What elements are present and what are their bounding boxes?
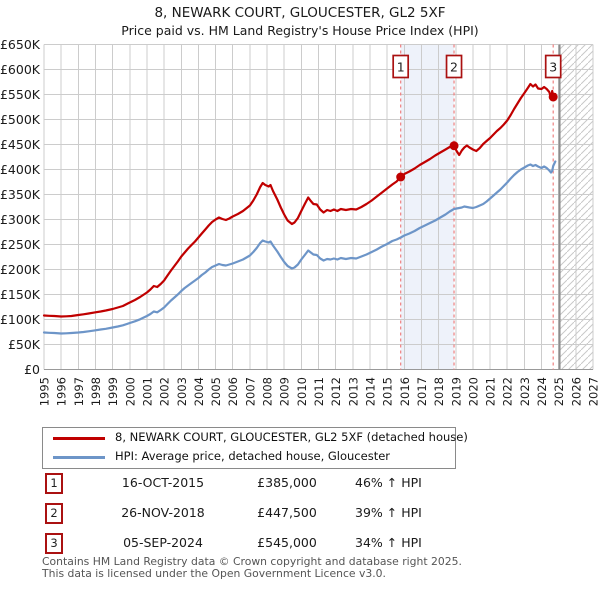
y-axis-tick-label: £0 — [24, 362, 40, 377]
table-row — [42, 528, 562, 558]
x-axis-tick-label: 1996 — [54, 377, 69, 407]
x-axis-tick-label: 2022 — [500, 377, 515, 407]
x-axis-tick-label: 1999 — [106, 377, 121, 407]
x-axis-tick-label: 2014 — [363, 377, 378, 407]
x-axis-tick-label: 2002 — [157, 377, 172, 407]
table-row — [42, 498, 562, 528]
y-axis-tick-label: £450K — [0, 137, 40, 152]
sale-point-dot — [396, 173, 405, 182]
y-axis-tick-label: £100K — [0, 312, 40, 327]
sale-marker-label: 1 — [396, 59, 405, 75]
x-axis-tick-label: 2023 — [517, 377, 532, 407]
sale-point-dot — [450, 141, 459, 150]
x-axis-tick-label: 2019 — [449, 377, 464, 407]
x-axis-tick-label: 2007 — [243, 377, 258, 407]
y-axis-tick-label: £150K — [0, 287, 40, 302]
x-axis-tick-label: 2004 — [191, 377, 206, 407]
sale-hpi-delta: 39% ↑ HPI — [355, 505, 422, 520]
property-price-line — [44, 84, 555, 317]
sale-date: 05-SEP-2024 — [123, 535, 203, 550]
legend-row-hpi — [43, 447, 455, 466]
y-axis-tick-label: £600K — [0, 62, 40, 77]
footer-line-2: This data is licensed under the Open Government Licence v3.0. — [42, 566, 386, 580]
sale-price: £447,500 — [257, 505, 317, 520]
x-axis-tick-label: 2006 — [226, 377, 241, 407]
x-axis-tick-label: 2026 — [569, 377, 584, 407]
chart-legend — [42, 427, 468, 469]
x-axis-tick-label: 2017 — [414, 377, 429, 407]
x-axis-tick-label: 1998 — [88, 377, 103, 407]
sale-marker-label: 2 — [450, 59, 459, 75]
sale-marker-label: 3 — [549, 59, 558, 75]
x-axis-tick-label: 2001 — [140, 377, 155, 407]
sale-number-badge: 1 — [45, 473, 63, 494]
x-axis-tick-label: 2025 — [552, 377, 567, 407]
y-axis-tick-label: £400K — [0, 162, 40, 177]
sale-hpi-delta: 34% ↑ HPI — [355, 535, 422, 550]
chart-subtitle: Price paid vs. HM Land Registry's House Price Index (HPI) — [121, 23, 479, 38]
x-axis-tick-label: 2010 — [294, 377, 309, 407]
x-axis-tick-label: 2008 — [260, 377, 275, 407]
property-line-swatch — [53, 437, 105, 440]
y-axis-tick-label: £350K — [0, 187, 40, 202]
x-axis-tick-label: 2024 — [535, 377, 550, 407]
legend-row-property — [43, 428, 468, 447]
x-axis-tick-label: 2015 — [380, 377, 395, 407]
y-axis-tick-label: £550K — [0, 87, 40, 102]
y-axis-tick-label: £250K — [0, 237, 40, 252]
sale-price: £545,000 — [257, 535, 317, 550]
x-axis-tick-label: 2020 — [466, 377, 481, 407]
sale-hpi-delta: 46% ↑ HPI — [355, 475, 422, 490]
x-axis-tick-label: 2016 — [397, 377, 412, 407]
hpi-line-swatch — [53, 456, 105, 459]
x-axis-tick-label: 2003 — [174, 377, 189, 407]
chart-title: 8, NEWARK COURT, GLOUCESTER, GL2 5XF — [154, 5, 446, 21]
table-row — [42, 468, 562, 498]
y-axis-tick-label: £500K — [0, 112, 40, 127]
sale-number-badge: 2 — [45, 503, 63, 524]
sale-date: 26-NOV-2018 — [121, 505, 205, 520]
transactions-table — [42, 468, 562, 558]
legend-label-hpi: HPI: Average price, detached house, Gloucester — [115, 449, 391, 463]
x-axis-tick-label: 2018 — [432, 377, 447, 407]
sale-point-dot — [549, 93, 558, 102]
y-axis-tick-label: £50K — [7, 337, 40, 352]
sale-price: £385,000 — [257, 475, 317, 490]
sale-number-badge: 3 — [45, 533, 63, 554]
y-axis-tick-label: £300K — [0, 212, 40, 227]
x-axis-tick-label: 2009 — [277, 377, 292, 407]
x-axis-tick-label: 1997 — [71, 377, 86, 407]
y-axis-tick-label: £650K — [0, 37, 40, 52]
x-axis-tick-label: 2027 — [586, 377, 600, 407]
sale-date: 16-OCT-2015 — [121, 475, 205, 490]
legend-label-property: 8, NEWARK COURT, GLOUCESTER, GL2 5XF (detached house) — [115, 430, 468, 444]
x-axis-tick-label: 2000 — [123, 377, 138, 407]
x-axis-tick-label: 2013 — [346, 377, 361, 407]
x-axis-tick-label: 1995 — [37, 377, 52, 407]
footer-line-1: Contains HM Land Registry data © Crown copyright and database right 2025. — [42, 555, 462, 568]
license-footer — [42, 556, 462, 579]
x-axis-tick-label: 2012 — [329, 377, 344, 407]
x-axis-tick-label: 2005 — [209, 377, 224, 407]
y-axis-tick-label: £200K — [0, 262, 40, 277]
x-axis-tick-label: 2021 — [483, 377, 498, 407]
x-axis-tick-label: 2011 — [312, 377, 326, 407]
